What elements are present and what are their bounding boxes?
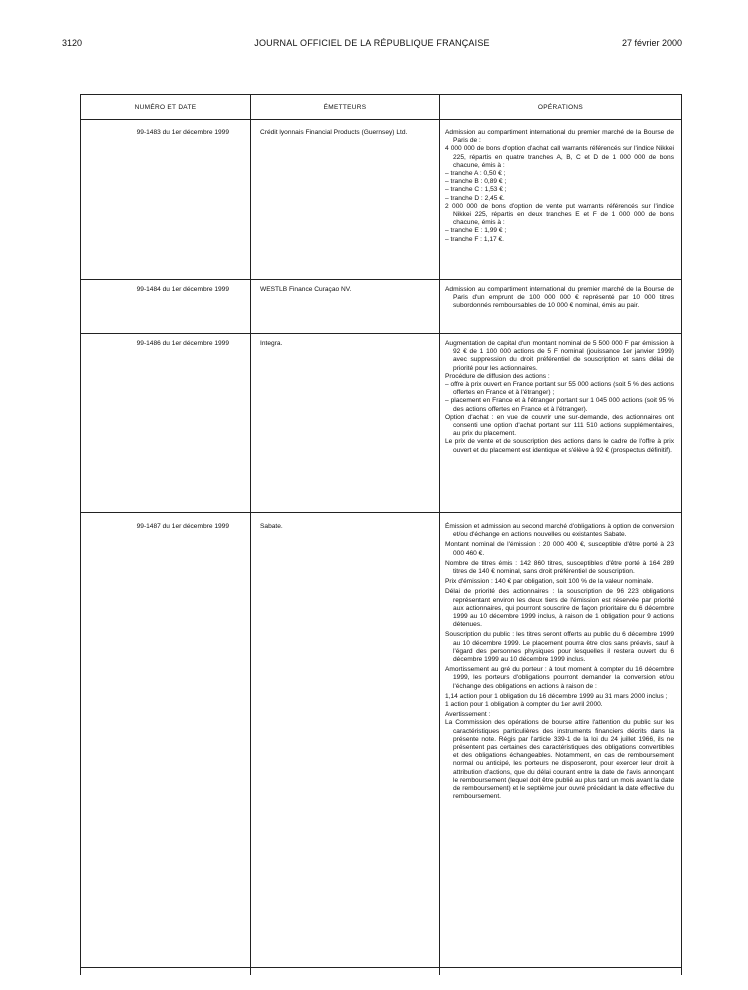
row-2-operations <box>445 286 674 311</box>
row-1-operations <box>445 129 674 244</box>
operation-line: 1,14 action pour 1 obligation du 16 décembre 1999 au 31 mars 2000 inclus ; <box>445 692 668 700</box>
operation-line: 4 000 000 de bons d'option d'achat call warrants référencés sur l'indice Nikkei 225, répartis en quatre tranches A, B, C et D de 1 000 000 de bons chacune, émis à : <box>445 145 674 169</box>
operation-line: Montant nominal de l'émission : 20 000 400 €, susceptible d'être porté à 23 000 460 €. <box>445 541 674 557</box>
operation-line: Amortissement au gré du porteur : à tout moment à compter du 16 décembre 1999, les porteurs d'obligations pourront demander la conversion et/ou l'échange des obligations en actions à raison de : <box>445 666 674 690</box>
operation-line: Souscription du public : les titres seront offerts au public du 6 décembre 1999 au 10 décembre 1999. Le placement pourra être clos sans préavis, sauf à l'égard des personnes physiques pour lesquelles il restera ouvert du 6 décembre 1999 au 10 décembre 1999 inclus. <box>445 631 674 664</box>
operation-line: Option d'achat : en vue de couvrir une sur-demande, des actionnaires ont consenti une option d'achat portant sur 111 510 actions supplémentaires, au prix du placement. <box>445 413 674 438</box>
operations-table <box>80 94 682 975</box>
journal-title: JOURNAL OFFICIEL DE LA RÉPUBLIQUE FRANÇAISE <box>254 38 490 48</box>
operation-line: Délai de priorité des actionnaires : la souscription de 96 223 obligations représentant environ les deux tiers de l'émission est réservée par priorité aux actionnaires, qui pourront souscrire de façon prioritaire du 6 décembre 1999 au 10 décembre 1999 inclus, à raison de 1 obligation pour 9 actions détenues. <box>445 588 674 629</box>
operation-line: – tranche A : 0,50 € ; <box>445 170 506 178</box>
operation-line: Prix d'émission : 140 € par obligation, soit 100 % de la valeur nominale. <box>445 578 654 586</box>
row-3-number-date: 99-1486 du 1er décembre 1999 <box>136 340 229 347</box>
column-header-number-date: NUMÉRO ET DATE <box>81 95 250 120</box>
operation-line: Admission au compartiment international du premier marché de la Bourse de Paris d'un emprunt de 100 000 000 € représenté par 10 000 titres subordonnés remboursables de 10 000 € nominal, émis au pair. <box>445 286 674 310</box>
operation-line: Procédure de diffusion des actions : <box>445 372 550 380</box>
issue-date: 27 février 2000 <box>621 38 682 48</box>
row-1-issuer: Crédit lyonnais Financial Products (Guernsey) Ltd. <box>260 129 408 136</box>
row-2-issuer: WESTLB Finance Curaçao NV. <box>260 286 352 293</box>
row-3-issuer: Integra. <box>260 340 283 347</box>
operation-line: – tranche C : 1,53 € ; <box>445 186 507 194</box>
operation-line: 2 000 000 de bons d'option de vente put warrants référencés sur l'indice Nikkei 225, répartis en deux tranches E et F de 1 000 000 de bons chacune, émis à : <box>445 202 674 227</box>
row-3-operations <box>445 340 674 455</box>
row-2-number-date: 99-1484 du 1er décembre 1999 <box>136 286 229 293</box>
operation-line: – tranche D : 2,45 €. <box>445 194 505 202</box>
row-divider <box>81 967 681 968</box>
row-1-number-date: 99-1483 du 1er décembre 1999 <box>136 129 229 136</box>
operation-line: Émission et admission au second marché d'obligations à option de conversion et/ou d'échange en actions nouvelles ou existantes Sabate. <box>445 523 674 539</box>
column-header-issuers: ÉMETTEURS <box>251 95 439 120</box>
operation-line: Admission au compartiment international du premier marché de la Bourse de Paris de : <box>445 129 674 145</box>
row-4-number-date: 99-1487 du 1er décembre 1999 <box>136 523 229 530</box>
page-header <box>62 38 682 52</box>
row-4-issuer: Sabate. <box>260 523 283 530</box>
operation-line: Augmentation de capital d'un montant nominal de 5 500 000 F par émission à 92 € de 1 100 000 actions de 5 F nominal (jouissance 1er janvier 1999) avec suppression du droit préférentiel de souscription et sans délai de priorité pour les actionnaires. <box>445 340 674 372</box>
operation-line: Le prix de vente et de souscription des actions dans le cadre de l'offre à prix ouvert et du placement est identique et s'élève à 92 € (prospectus définitif). <box>445 438 674 454</box>
operation-line: 1 action pour 1 obligation à compter du 1er avril 2000. <box>445 701 603 709</box>
operation-line: La Commission des opérations de bourse attire l'attention du public sur les caractéristiques particulières des instruments financiers décrits dans la présente note. Régis par l'article 339-1 de la loi du 24 juillet 1966, ils ne présentent pas certaines des caractéristiques des obligations convertibles et des obligations échangeables. Notamment, en cas de remboursement normal ou anticipé, les porteurs ne disposeront, pour exercer leur droit à attribution d'actions, que du délai courant entre la date de l'avis annonçant le remboursement (lequel doit être publié au plus tard un mois avant la date de remboursement) et le septième jour ouvré précédant la date effective du remboursement. <box>445 719 674 801</box>
column-divider <box>439 95 440 975</box>
operation-line: – tranche E : 1,99 € ; <box>445 227 507 235</box>
operation-line: – tranche B : 0,89 € ; <box>445 178 507 186</box>
column-divider <box>250 95 251 975</box>
operation-line: – tranche F : 1,17 €. <box>445 235 505 243</box>
row-divider <box>81 512 681 513</box>
operation-line: Nombre de titres émis : 142 860 titres, susceptibles d'être porté à 164 289 titres de 140 € nominal, sans droit préférentiel de souscription. <box>445 559 674 576</box>
row-4-operations <box>445 523 674 802</box>
operation-line: Avertissement : <box>445 711 491 719</box>
row-divider <box>81 333 681 334</box>
operation-line: – offre à prix ouvert en France portant sur 55 000 actions (soit 5 % des actions offertes en France et à l'étranger) ; <box>445 381 674 397</box>
page-number: 3120 <box>62 38 83 48</box>
operation-line: – placement en France et à l'étranger portant sur 1 045 000 actions (soit 95 % des actions offertes en France et à l'étranger). <box>445 397 674 413</box>
row-divider <box>81 279 681 280</box>
column-header-operations: OPÉRATIONS <box>440 95 681 120</box>
